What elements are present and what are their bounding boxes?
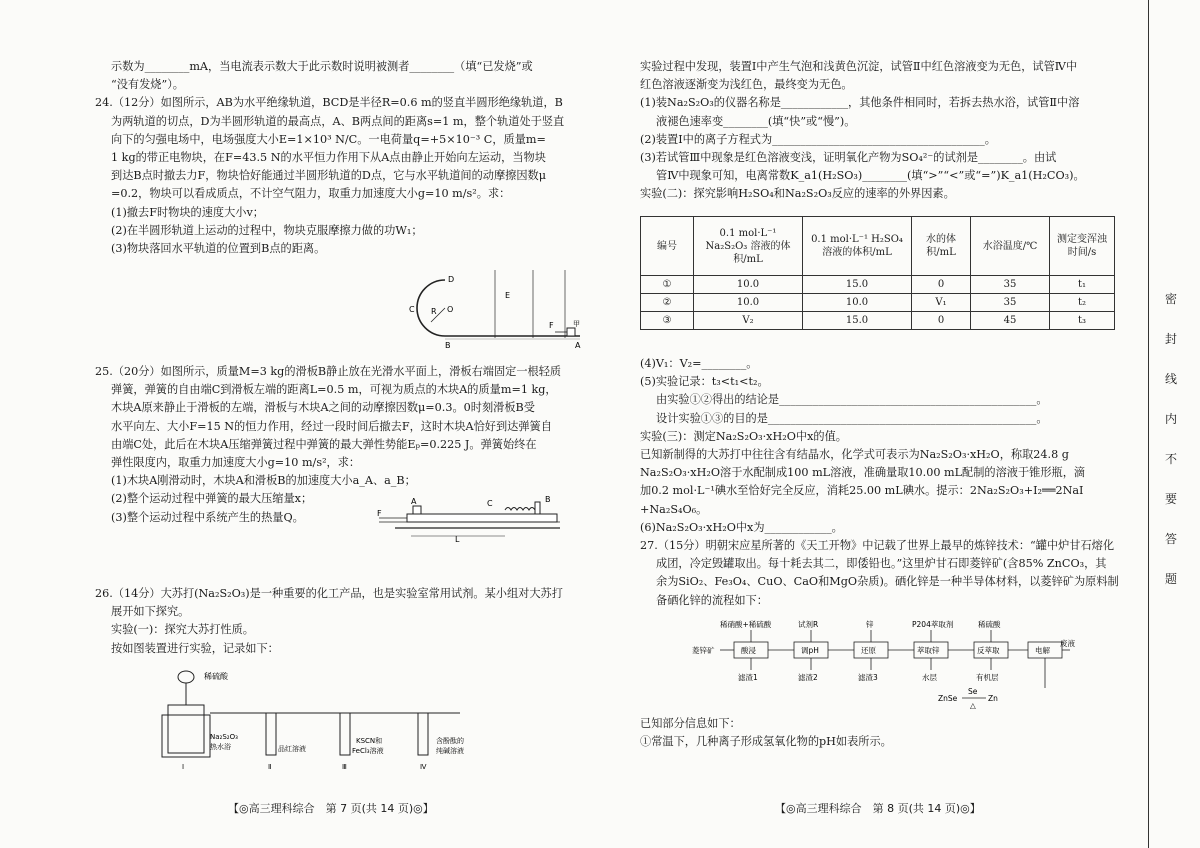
- text-line: 示数为________mA，当电流表示数大于此示数时说明被测者________（填“已发烧”或: [111, 60, 533, 73]
- text-line: 到达B点时撤去力F，物块恰好能通过半圆形轨道的D点，它与水平轨道间的动摩擦因数μ: [111, 169, 546, 183]
- text-line: (2)在半圆形轨道上运动的过程中，物块克服摩擦力做的功W₁；: [111, 223, 423, 237]
- text-line: (1)装Na₂S₂O₃的仪器名称是____________，其他条件相同时，若拆去热水浴，试管Ⅱ中溶: [640, 96, 1080, 110]
- flow-output: 水层: [922, 673, 937, 682]
- table-cell: 45: [971, 312, 1050, 330]
- text-line: 按如图装置进行实验，记录如下：: [111, 641, 279, 655]
- table-row: [641, 294, 1115, 312]
- text-line: (2)装置Ⅰ中的离子方程式为______________________________________。: [640, 132, 996, 146]
- seal-char: 要: [1164, 492, 1177, 506]
- fig24-label: A: [575, 341, 581, 350]
- seal-char: 密: [1164, 292, 1177, 306]
- flow-step: 萃取锌: [917, 646, 940, 655]
- text-line: 实验(三)：测定Na₂S₂O₃·xH₂O中x的值。: [640, 429, 847, 443]
- text-line: “没有发烧”）。: [111, 78, 184, 92]
- fig26-label: Ⅰ: [182, 763, 185, 771]
- table-header-row: [641, 217, 1115, 276]
- flow-output: 滤渣3: [858, 673, 878, 682]
- table-cell: ③: [641, 312, 694, 330]
- text-line: 实验过程中发现，装置Ⅰ中产生气泡和浅黄色沉淀，试管Ⅱ中红色溶液变为无色，试管Ⅳ中: [640, 60, 1078, 73]
- table-cell: 35: [971, 294, 1050, 312]
- flow-input: 稀硫酸: [978, 620, 1001, 629]
- fig25-label: C: [487, 499, 493, 508]
- flow-input: 锌: [866, 620, 874, 629]
- table-header: 水的体积/mL: [912, 217, 971, 276]
- text-line: (2)整个运动过程中弹簧的最大压缩量x；: [111, 492, 313, 506]
- text-line: =0.2，物块可以看成质点，不计空气阻力，取重力加速度大小g=10 m/s²。求：: [111, 187, 511, 201]
- fig24-label: 甲: [573, 320, 580, 328]
- table-cell: ②: [641, 294, 694, 312]
- flow-output: 有机层: [976, 673, 999, 682]
- text-line: 已知部分信息如下：: [640, 717, 741, 730]
- flow-end: 废液: [1060, 639, 1075, 648]
- text-line: (3)若试管Ⅲ中现象是红色溶液变浅，证明氧化产物为SO₄²⁻的试剂是________。由试: [640, 151, 1057, 165]
- text-line: 1 kg的带正电物块，在F=43.5 N的水平恒力作用下从A点由静止开始向左运动，当物块: [111, 151, 546, 165]
- table-row: [641, 312, 1115, 330]
- flow-input: P204萃取剂: [912, 620, 954, 629]
- fig26-label: 含酚酞的: [436, 737, 464, 745]
- fig24-label: O: [447, 305, 454, 314]
- flow-step: 还原: [861, 646, 876, 655]
- text-line: 液褪色速率变________(填“快”或“慢”)。: [656, 114, 856, 128]
- fig24-label: B: [445, 341, 451, 350]
- text-line: 设计实验①③的目的是________________________________________________。: [656, 411, 1048, 425]
- text-line: (3)整个运动过程中系统产生的热量Q。: [111, 510, 304, 524]
- table-cell: t₃: [1050, 312, 1115, 330]
- fig25-label: F: [377, 509, 382, 518]
- flow-chart: [690, 618, 1080, 710]
- table-header: 0.1 mol·L⁻¹ H₂SO₄ 溶液的体积/mL: [803, 217, 912, 276]
- table-cell: t₂: [1050, 294, 1115, 312]
- seal-char: 封: [1164, 332, 1177, 346]
- fig26-label: 纯碱溶液: [436, 747, 464, 755]
- text-line: 展开如下探究。: [111, 605, 190, 619]
- binding-line: [1148, 0, 1149, 848]
- text-line: (1)撤去F时物块的速度大小v；: [111, 205, 264, 219]
- table-cell: V₂: [694, 312, 803, 330]
- fig25-label: A: [411, 497, 417, 506]
- table-header: 测定变浑浊时间/s: [1050, 217, 1115, 276]
- fig26-label: Na₂S₂O₃: [210, 733, 238, 741]
- fig26-label: Ⅳ: [420, 763, 427, 771]
- flow-step: 调pH: [801, 646, 819, 655]
- text-line: 木块A原来静止于滑板的左端，滑板与木块A之间的动摩擦因数μ=0.3。0时刻滑板B受: [111, 401, 535, 415]
- text-line: 已知新制得的大苏打中往往含有结晶水，化学式可表示为Na₂S₂O₃·xH₂O，称取24.8 g: [640, 448, 1069, 462]
- table-cell: 0: [912, 312, 971, 330]
- text-line: 26.（14分）大苏打(Na₂S₂O₃)是一种重要的化工产品，也是实验室常用试剂。某小组对大苏打: [95, 587, 563, 600]
- text-line: 由实验①②得出的结论是______________________________________________。: [656, 393, 1048, 407]
- text-line: 实验(一)：探究大苏打性质。: [111, 623, 254, 637]
- text-line: 红色溶液逐渐变为浅红色，最终变为无色。: [640, 78, 853, 92]
- text-line: 25.（20分）如图所示，质量M=3 kg的滑板B静止放在光滑水平面上，滑板右端固定一根轻质: [95, 365, 562, 378]
- footer-page-7: 【◎高三理科综合 第 7 页(共 14 页)◎】: [228, 802, 434, 815]
- flow-delta: △: [970, 701, 976, 710]
- fig24-label: D: [448, 275, 455, 284]
- seal-char: 内: [1164, 412, 1177, 426]
- fig26-label: 热水浴: [210, 743, 231, 751]
- text-line: ①常温下，几种离子形成氢氧化物的pH如表所示。: [640, 735, 892, 749]
- text-line: 由端C处，此后在木块A压缩弹簧过程中弹簧的最大弹性势能Eₚ=0.225 J。弹簧始终在: [111, 437, 537, 451]
- table-header: 编号: [641, 217, 694, 276]
- text-line: 水平向左、大小F=15 N的恒力作用，经过一段时间后撤去F，这时木块A恰好到达弹簧自: [111, 419, 552, 433]
- text-line: Na₂S₂O₃·xH₂O溶于水配制成100 mL溶液，准确量取10.00 mL配制的溶液于锥形瓶，滴: [640, 466, 1086, 480]
- seal-char: 题: [1164, 572, 1177, 586]
- flow-output: 滤渣1: [738, 673, 758, 682]
- text-line: 向下的匀强电场中，电场强度大小E=1×10³ N/C。一电荷量q=+5×10⁻³ C，质量m=: [111, 132, 546, 146]
- fig24-label: R: [431, 307, 437, 316]
- fig26-label: Ⅲ: [342, 763, 347, 771]
- text-line: 余为SiO₂、Fe₃O₄、CuO、CaO和MgO杂质)。硒化锌是一种半导体材料，以菱锌矿为原料制: [656, 575, 1119, 589]
- fig24-label: F: [549, 321, 554, 330]
- footer-page-8: 【◎高三理科综合 第 8 页(共 14 页)◎】: [775, 802, 981, 815]
- text-line: (3)物块落回水平轨道的位置到B点的距离。: [111, 242, 326, 256]
- fig25-label: B: [545, 495, 551, 504]
- table-header: 水浴温度/℃: [971, 217, 1050, 276]
- fig24-label: E: [505, 291, 511, 300]
- question-26: [95, 585, 585, 658]
- text-line: (5)实验记录：t₃<t₁<t₂。: [640, 375, 769, 389]
- table-cell: 35: [971, 276, 1050, 294]
- text-line: 弹性限度内，取重力加速度大小g=10 m/s²，求：: [111, 456, 361, 470]
- table-cell: 10.0: [694, 294, 803, 312]
- table-cell: V₁: [912, 294, 971, 312]
- table-cell: 15.0: [803, 312, 912, 330]
- text-line: 弹簧，弹簧的自由端C到滑板左端的距离L=0.5 m，可视为质点的木块A的质量m=1 kg，: [111, 383, 557, 397]
- flow-start: 菱锌矿: [692, 646, 715, 655]
- text-line: 为两轨道的切点，D为半圆形轨道的最高点，A、B两点间的距离s=1 m，整个轨道处于竖直: [111, 114, 565, 128]
- text-line: 加0.2 mol·L⁻¹碘水至恰好完全反应，消耗25.00 mL碘水。提示：2Na₂S₂O₃+I₂══2NaI: [640, 484, 1084, 498]
- fig26-label: 品红溶液: [278, 745, 306, 753]
- fig26-label: FeCl₃溶液: [352, 747, 384, 755]
- text-line: (6)Na₂S₂O₃·xH₂O中x为____________。: [640, 520, 843, 534]
- question-27: 27.（15分）明朝宋应星所著的《天工开物》中记载了世界上最早的炼锌技术：“罐中炉甘石熔化: [640, 539, 1115, 553]
- text-line: +Na₂S₄O₆。: [640, 502, 708, 516]
- flow-input: 稀硝酸+稀硫酸: [720, 620, 772, 629]
- text-line: 备硒化锌的流程如下：: [656, 593, 768, 607]
- text-line: 实验(二)：探究影响H₂SO₄和Na₂S₂O₃反应的速率的外界因素。: [640, 187, 955, 201]
- flow-input: 试剂R: [798, 620, 819, 629]
- table-cell: ①: [641, 276, 694, 294]
- question-24: 24.（12分）如图所示，AB为水平绝缘轨道，BCD是半径R=0.6 m的竖直半圆形绝缘轨道，B: [95, 96, 563, 110]
- fig26-label: KSCN和: [356, 737, 383, 745]
- flow-output: 滤渣2: [798, 673, 818, 682]
- figure-26-apparatus: [160, 665, 490, 780]
- right-bottom: [640, 715, 1130, 751]
- fig25-label: L: [455, 535, 460, 544]
- table-cell: 0: [912, 276, 971, 294]
- text-line: (1)木块A刚滑动时，木块A和滑板B的加速度大小a_A、a_B；: [111, 474, 416, 488]
- fig24-label: C: [409, 305, 415, 314]
- left-page: [95, 58, 585, 258]
- text-line: 成团，冷定毁罐取出。每十耗去其二，即倭铅也。”这里炉甘石即菱锌矿(含85% ZnCO₃，其: [656, 557, 1107, 571]
- right-page: [640, 58, 1130, 204]
- flow-zn: Zn: [988, 694, 998, 703]
- right-mid: [640, 355, 1130, 610]
- table-row: [641, 276, 1115, 294]
- flow-step: 电解: [1035, 646, 1050, 655]
- flow-se: Se: [968, 687, 978, 696]
- figure-25: [375, 494, 570, 544]
- experiment-table: [640, 216, 1115, 330]
- table-cell: t₁: [1050, 276, 1115, 294]
- seal-char: 不: [1164, 452, 1177, 466]
- table-cell: 15.0: [803, 276, 912, 294]
- flow-znse: ZnSe: [938, 694, 958, 703]
- seal-char: 线: [1164, 372, 1177, 386]
- figure-24: [405, 268, 585, 350]
- flow-step: 酸浸: [741, 646, 756, 655]
- fig26-label: Ⅱ: [268, 763, 272, 771]
- flow-step: 反萃取: [977, 646, 1000, 655]
- table-cell: 10.0: [803, 294, 912, 312]
- text-line: (4)V₁：V₂=________。: [640, 357, 758, 370]
- fig26-label: 稀硫酸: [204, 672, 228, 681]
- seal-char: 答: [1164, 532, 1177, 546]
- table-cell: 10.0: [694, 276, 803, 294]
- text-line: 管Ⅳ中现象可知，电离常数K_a1(H₂SO₃)________(填“>”“<”或“=”)K_a1(H₂CO₃)。: [656, 169, 1085, 183]
- table-header: 0.1 mol·L⁻¹ Na₂S₂O₃ 溶液的体积/mL: [694, 217, 803, 276]
